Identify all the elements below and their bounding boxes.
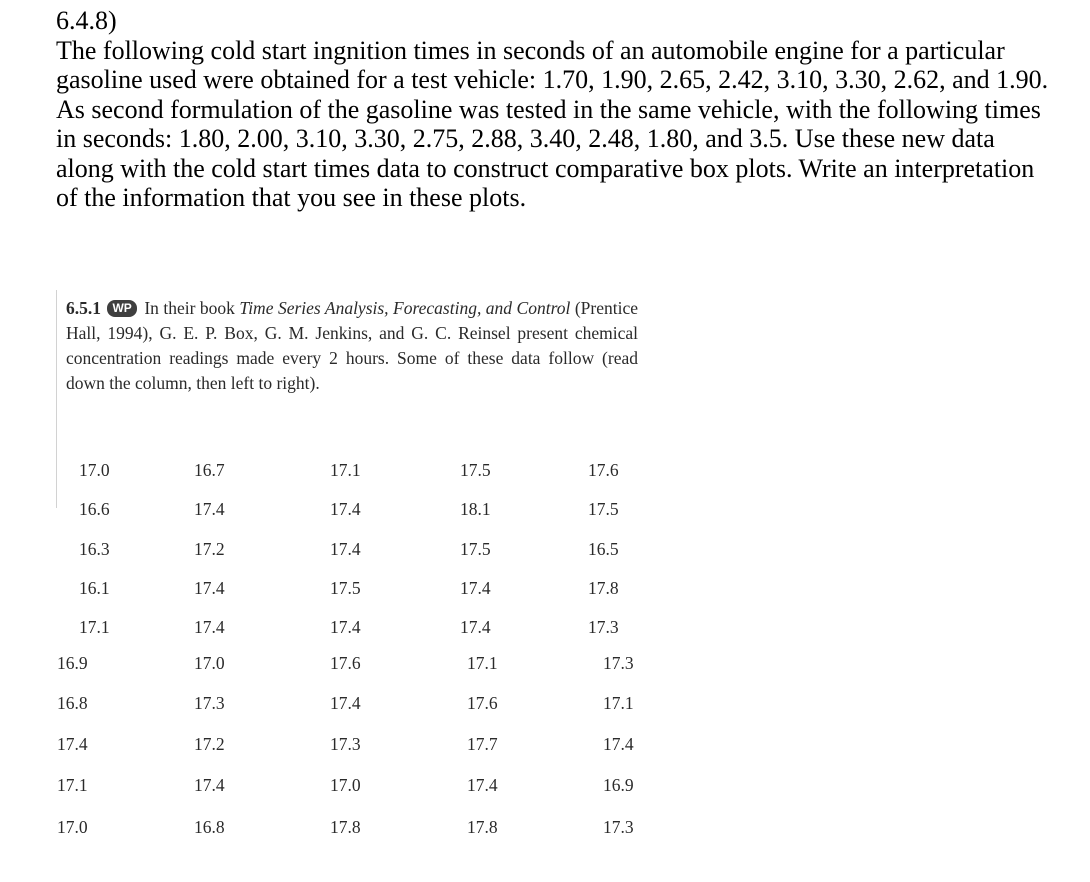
table-cell: 17.1	[79, 617, 110, 637]
table-cell: 17.6	[330, 653, 361, 673]
table-cell: 16.1	[79, 578, 110, 598]
table-cell: 17.1	[330, 460, 361, 480]
problem-block	[56, 6, 1056, 213]
table-cell: 17.8	[330, 817, 361, 837]
scan-edge	[56, 290, 57, 508]
table-cell: 17.4	[460, 617, 491, 637]
table-cell: 17.1	[57, 775, 88, 795]
table-cell: 17.5	[460, 460, 491, 480]
table-cell: 17.2	[194, 539, 225, 559]
table-cell: 16.9	[57, 653, 88, 673]
table-cell: 17.3	[588, 617, 619, 637]
table-cell: 17.0	[57, 817, 88, 837]
table-cell: 17.4	[194, 499, 225, 519]
table-cell: 17.5	[588, 499, 619, 519]
table-cell: 17.3	[330, 734, 361, 754]
table-cell: 18.1	[460, 499, 491, 519]
textbook-excerpt	[54, 290, 654, 870]
table-cell: 16.5	[588, 539, 619, 559]
table-cell: 16.3	[79, 539, 110, 559]
table-cell: 16.8	[194, 817, 225, 837]
table-cell: 17.6	[588, 460, 619, 480]
table-cell: 16.8	[57, 693, 88, 713]
table-cell: 16.9	[603, 775, 634, 795]
table-cell: 17.4	[57, 734, 88, 754]
table-cell: 16.6	[79, 499, 110, 519]
table-cell: 17.5	[460, 539, 491, 559]
table-cell: 17.4	[330, 499, 361, 519]
table-cell: 17.3	[603, 653, 634, 673]
problem-text: The following cold start ingnition times in seconds of an automobile engine for a particular gasoline used were obtained for a test vehicle: 1.70, 1.90, 2.65, 2.42, 3.10, 3.30, 2.62, and 1.90. As second formulation of the gasoline was tested in the same vehicle, with the following times in seconds: 1.80, 2.00, 3.10, 3.30, 2.75, 2.88, 3.40, 2.48, 1.80, and 3.5. Use these new data along with the cold start times data to construct comparative box plots. Write an interpretation of the information that you see in these plots.	[56, 35, 1049, 212]
table-cell: 17.5	[330, 578, 361, 598]
book-title: Time Series Analysis, Forecasting, and Control	[239, 298, 571, 318]
wp-badge: WP	[107, 300, 136, 317]
table-cell: 17.1	[603, 693, 634, 713]
table-cell: 17.4	[194, 617, 225, 637]
table-cell: 17.4	[330, 617, 361, 637]
table-cell: 17.8	[588, 578, 619, 598]
table-cell: 17.4	[603, 734, 634, 754]
table-cell: 17.4	[467, 775, 498, 795]
problem-number: 6.4.8)	[56, 6, 117, 35]
table-cell: 17.0	[79, 460, 110, 480]
table-cell: 17.3	[194, 693, 225, 713]
table-cell: 17.2	[194, 734, 225, 754]
table-cell: 17.7	[467, 734, 498, 754]
table-cell: 16.7	[194, 460, 225, 480]
table-cell: 17.4	[460, 578, 491, 598]
table-cell: 17.8	[467, 817, 498, 837]
table-cell: 17.4	[194, 775, 225, 795]
table-cell: 17.0	[330, 775, 361, 795]
exercise-number: 6.5.1	[66, 298, 101, 318]
table-cell: 17.0	[194, 653, 225, 673]
table-cell: 17.6	[467, 693, 498, 713]
table-cell: 17.4	[330, 539, 361, 559]
exercise-text-after: (Prentice Hall, 1994), G. E. P. Box, G. M. Jenkins, and G. C. Reinsel present chemical concentration readings made every 2 hours. Some of these data follow (read down the column, then left to right).	[66, 298, 639, 393]
exercise-text-before: In their book	[144, 298, 235, 318]
exercise-intro	[66, 296, 638, 396]
table-cell: 17.3	[603, 817, 634, 837]
table-cell: 17.4	[194, 578, 225, 598]
table-cell: 17.4	[330, 693, 361, 713]
table-cell: 17.1	[467, 653, 498, 673]
